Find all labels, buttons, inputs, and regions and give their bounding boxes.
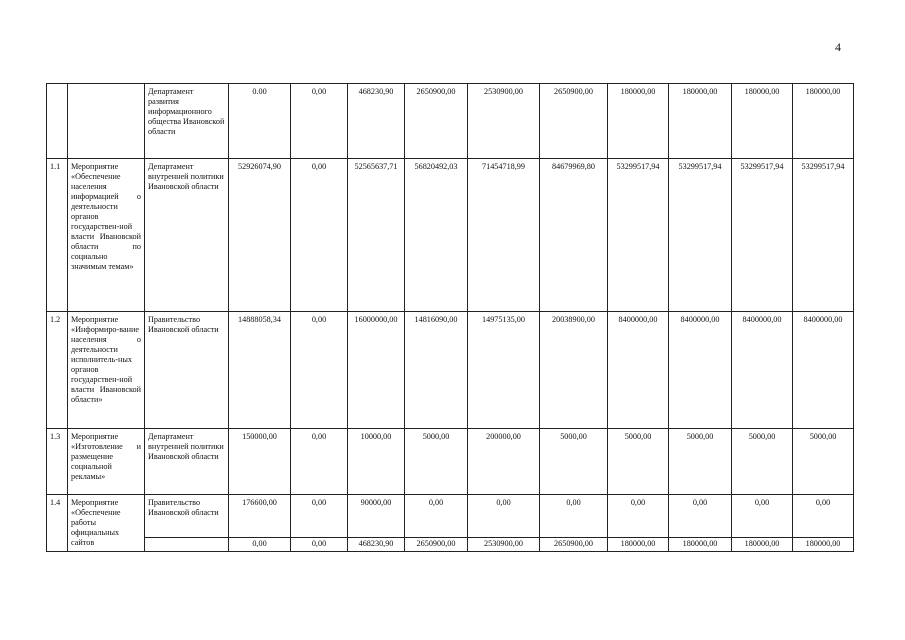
table-row [47,312,854,429]
value-cell: 0,00 [291,159,348,312]
row-number-cell: 1.2 [47,312,68,429]
value-cell: 0,00 [793,495,854,538]
executor-cell: Департамент внутренней политики Ивановской области [145,159,229,312]
event-cell: Мероприятие «Обеспечение работы официальных сайтов [68,495,145,552]
value-cell: 180000,00 [793,537,854,551]
value-cell: 5000,00 [669,429,732,495]
value-cell: 52565637,71 [348,159,405,312]
executor-cell [145,537,229,551]
value-cell: 5000,00 [540,429,608,495]
value-cell: 5000,00 [608,429,669,495]
value-cell: 2650900,00 [405,537,468,551]
value-cell: 0,00 [291,537,348,551]
value-cell: 180000,00 [669,84,732,159]
executor-cell: Правительство Ивановской области [145,312,229,429]
value-cell: 52926074,90 [229,159,291,312]
value-cell: 56820492,03 [405,159,468,312]
value-cell: 0,00 [229,537,291,551]
value-cell: 180000,00 [793,84,854,159]
value-cell: 180000,00 [669,537,732,551]
table-row [47,84,854,159]
value-cell: 53299517,94 [608,159,669,312]
value-cell: 0,00 [291,429,348,495]
value-cell: 0,00 [405,495,468,538]
value-cell: 8400000,00 [732,312,793,429]
value-cell: 14888058,34 [229,312,291,429]
value-cell: 8400000,00 [608,312,669,429]
table-row [47,159,854,312]
budget-table [46,83,854,552]
value-cell: 0.00 [229,84,291,159]
value-cell: 14816090,00 [405,312,468,429]
value-cell: 0,00 [608,495,669,538]
value-cell: 468230,90 [348,84,405,159]
value-cell: 150000,00 [229,429,291,495]
value-cell: 8400000,00 [793,312,854,429]
value-cell: 5000,00 [405,429,468,495]
value-cell: 53299517,94 [793,159,854,312]
value-cell: 84679969,80 [540,159,608,312]
row-number-cell: 1.1 [47,159,68,312]
value-cell: 8400000,00 [669,312,732,429]
value-cell: 180000,00 [608,537,669,551]
value-cell: 200000,00 [468,429,540,495]
value-cell: 2650900,00 [540,84,608,159]
value-cell: 16000000,00 [348,312,405,429]
value-cell: 10000,00 [348,429,405,495]
value-cell: 5000,00 [793,429,854,495]
value-cell: 2650900,00 [540,537,608,551]
value-cell: 180000,00 [608,84,669,159]
value-cell: 53299517,94 [669,159,732,312]
row-number-cell: 1.3 [47,429,68,495]
event-cell: Мероприятие «Изготовление и размещение социальной рекламы» [68,429,145,495]
value-cell: 0,00 [732,495,793,538]
table-row [47,495,854,538]
value-cell: 5000,00 [732,429,793,495]
row-number-cell: 1.4 [47,495,68,552]
executor-cell: Департамент внутренней политики Ивановской области [145,429,229,495]
value-cell: 0,00 [669,495,732,538]
page-number: 4 [835,40,841,54]
table-row [47,429,854,495]
executor-cell: Правительство Ивановской области [145,495,229,538]
value-cell: 53299517,94 [732,159,793,312]
value-cell: 0,00 [291,312,348,429]
event-cell [68,84,145,159]
value-cell: 180000,00 [732,84,793,159]
value-cell: 2650900,00 [405,84,468,159]
value-cell: 0,00 [291,495,348,538]
value-cell: 176600,00 [229,495,291,538]
value-cell: 0,00 [291,84,348,159]
value-cell: 71454718,99 [468,159,540,312]
event-cell: Мероприятие «Обеспечение населения информацией о деятельности органов государствен-ной власти Ивановской области по социально значимым темам» [68,159,145,312]
event-cell: Мероприятие «Информиро-вание населения о деятельности исполнитель-ных органов государствен-ной власти Ивановской области» [68,312,145,429]
value-cell: 20038900,00 [540,312,608,429]
executor-cell: Департамент развития информационного общества Ивановской области [145,84,229,159]
value-cell: 468230,90 [348,537,405,551]
table-row [47,537,854,551]
value-cell: 0,00 [468,495,540,538]
value-cell: 0,00 [540,495,608,538]
value-cell: 2530900,00 [468,84,540,159]
value-cell: 2530900,00 [468,537,540,551]
value-cell: 14975135,00 [468,312,540,429]
value-cell: 90000,00 [348,495,405,538]
row-number-cell [47,84,68,159]
value-cell: 180000,00 [732,537,793,551]
